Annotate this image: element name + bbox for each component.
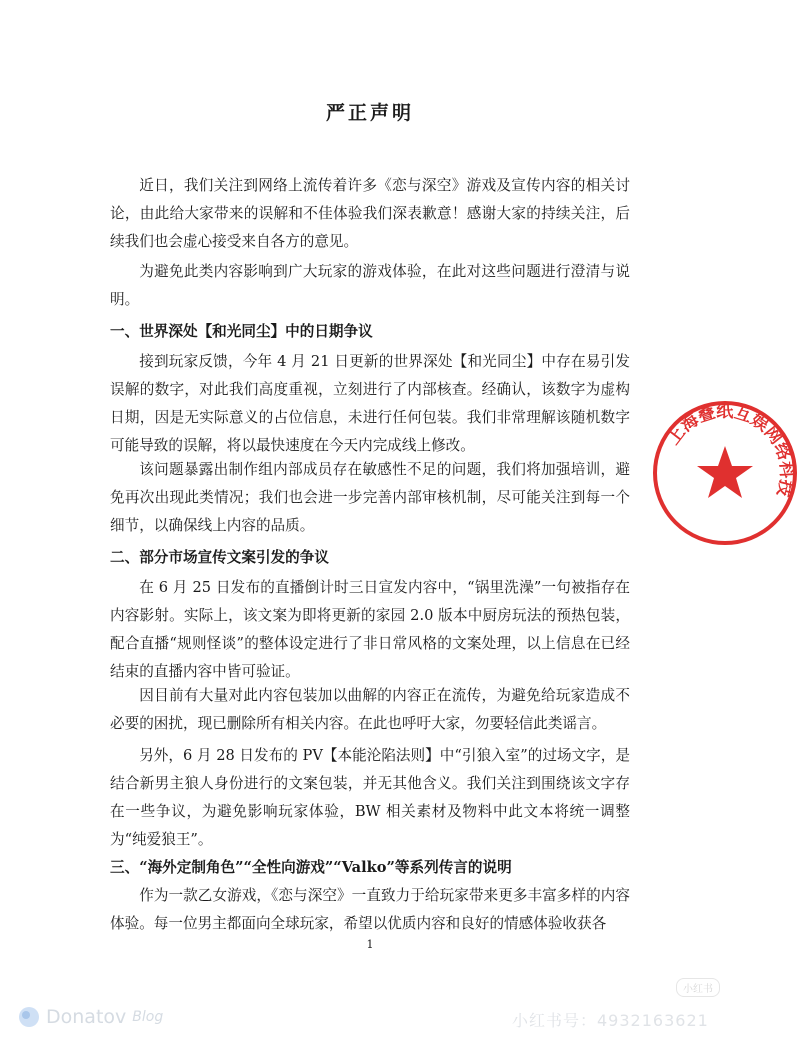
intro-paragraph-2: 为避免此类内容影响到广大玩家的游戏体验，在此对这些问题进行澄清与说明。 bbox=[110, 263, 630, 308]
page-number: 1 bbox=[366, 938, 374, 951]
section-1-paragraph-2: 该问题暴露出制作组内部成员存在敏感性不足的问题，我们将加强培训，避免再次出现此类情况；我们也会进一步完善内部审核机制，尽可能关注到每一个细节，以确保线上内容的品质。 bbox=[110, 461, 630, 534]
document-title: 严正声明 bbox=[325, 102, 414, 124]
intro-paragraph-1: 近日，我们关注到网络上流传着许多《恋与深空》游戏及宣传内容的相关讨论，由此给大家带来的误解和不佳体验我们深表歉意！感谢大家的持续关注，后续我们也会虚心接受来自各方的意见。 bbox=[110, 177, 630, 250]
section-3-heading: 三、“海外定制角色”“全性向游戏”“Valko”等系列传言的说明 bbox=[110, 859, 512, 876]
section-2-heading: 二、部分市场宣传文案引发的争议 bbox=[110, 549, 329, 566]
section-2-paragraph-3: 另外，6 月 28 日发布的 PV【本能沦陷法则】中“引狼入室”的过场文字，是结合新男主狼人身份进行的文案包装，并无其他含义。我们关注到围绕该文字存在一些争议，为避免影响玩家体验，BW 相关素材及物料中此文本将统一调整为“纯爱狼王”。 bbox=[110, 747, 630, 848]
section-2-paragraph-1: 在 6 月 25 日发布的直播倒计时三日宣发内容中，“锅里洗澡”一句被指存在内容影射。实际上，该文案为即将更新的家园 2.0 版本中厨房玩法的预热包装，配合直播“规则怪谈”的整体设定进行了非日常风格的文案处理，以上信息在已经结束的直播内容中皆可验证。 bbox=[110, 579, 630, 680]
section-2-paragraph-2: 因目前有大量对此内容包装加以曲解的内容正在流传，为避免给玩家造成不必要的困扰，现已删除所有相关内容。在此也呼吁大家，勿要轻信此类谣言。 bbox=[110, 687, 630, 732]
section-1-heading: 一、世界深处【和光同尘】中的日期争议 bbox=[110, 323, 373, 340]
section-1-paragraph-1: 接到玩家反馈，今年 4 月 21 日更新的世界深处【和光同尘】中存在易引发误解的数字，对此我们高度重视，立刻进行了内部核查。经确认，该数字为虚构日期，因是无实际意义的占位信息，未进行任何包装。我们非常理解该随机数字可能导致的误解，将以最快速度在今天内完成线上修改。 bbox=[110, 353, 630, 454]
blog-watermark bbox=[18, 1006, 163, 1028]
seal-text: 上海叠纸互娱网络科技 bbox=[663, 401, 797, 499]
platform-badge: 小红书 bbox=[676, 978, 720, 997]
account-id-watermark: 小红书号：4932163621 bbox=[512, 1011, 709, 1030]
section-3-paragraph-1: 作为一款乙女游戏，《恋与深空》一直致力于给玩家带来更多丰富多样的内容体验。每一位男主都面向全球玩家，希望以优质内容和良好的情感体验收获各 bbox=[110, 887, 630, 932]
blog-logo-icon bbox=[18, 1006, 40, 1028]
company-seal-icon bbox=[650, 398, 800, 548]
blog-brand-text: Donatov bbox=[46, 1006, 127, 1028]
blog-suffix-text: Blog bbox=[132, 1009, 164, 1025]
